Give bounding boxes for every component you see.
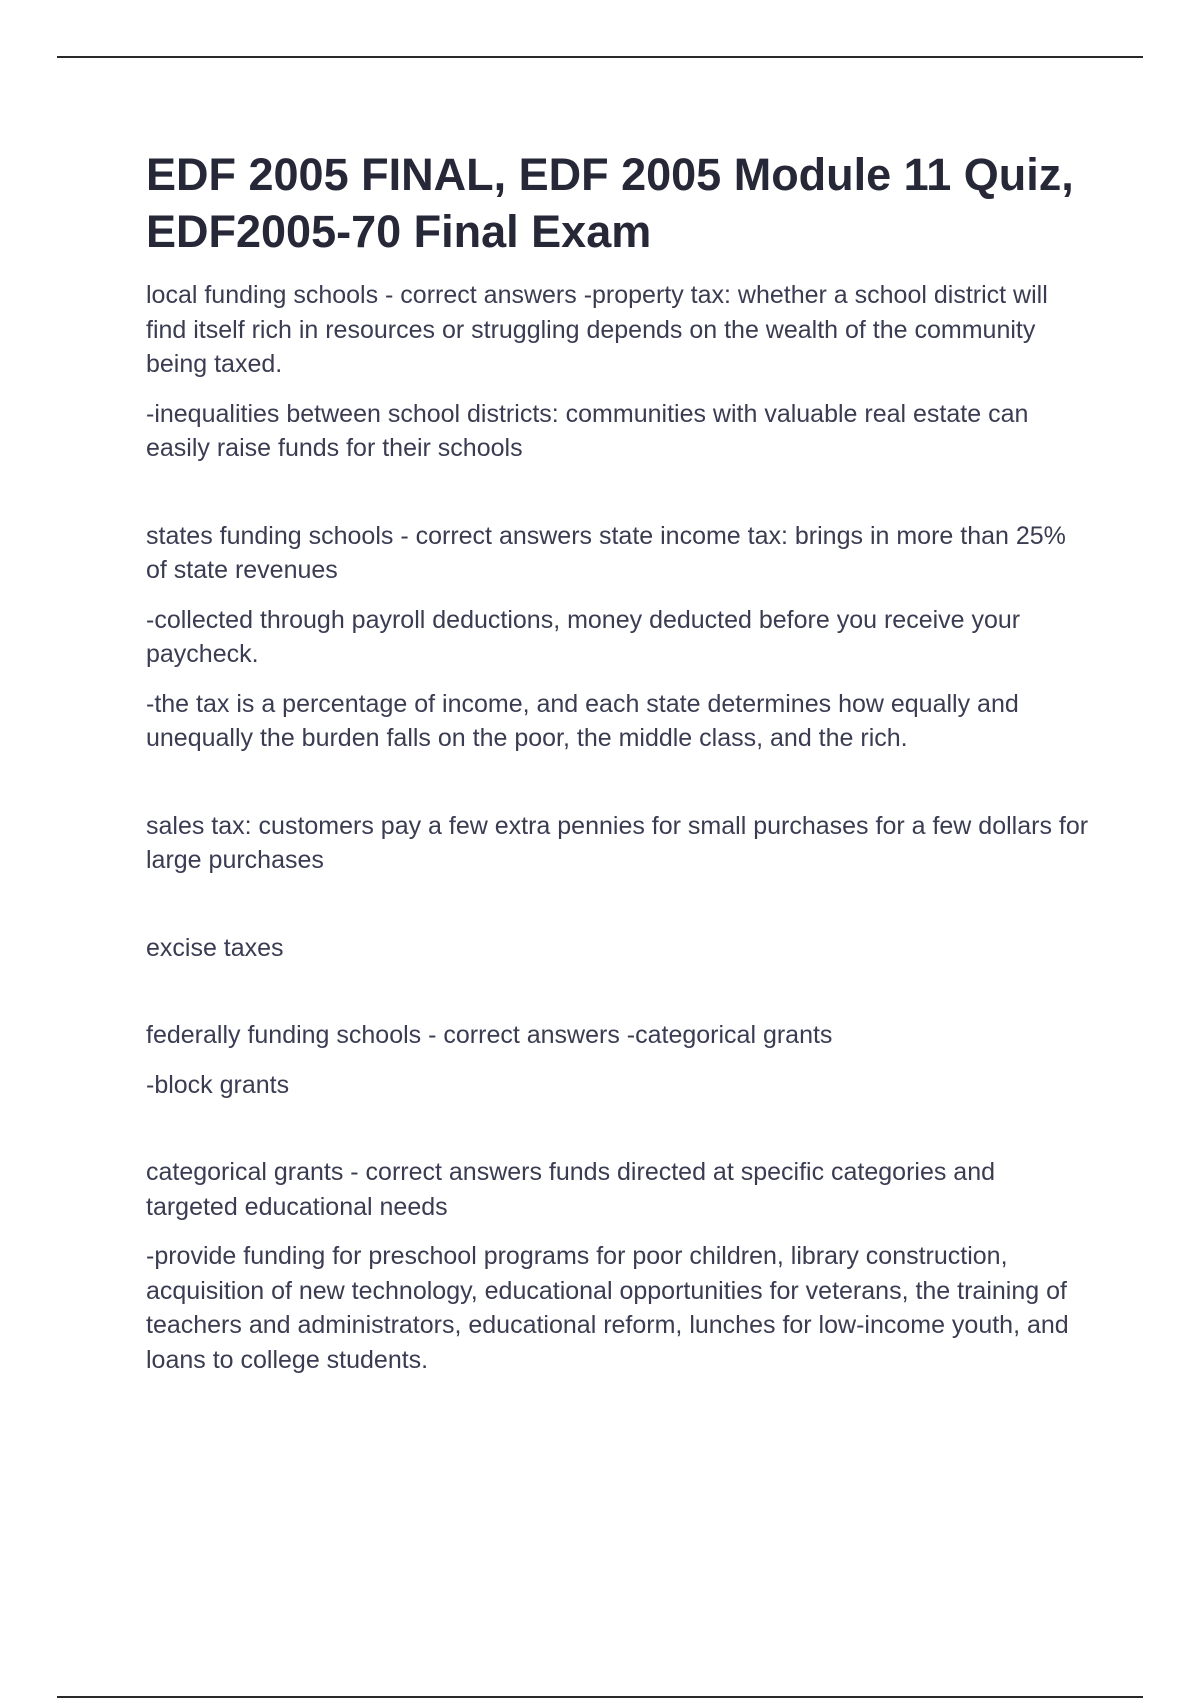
- paragraph-tax-percentage: -the tax is a percentage of income, and each state determines how equally and unequally the burden falls on the poor, the middle class, and the rich.: [146, 689, 1019, 752]
- paragraph-inequalities: -inequalities between school districts: communities with valuable real estate can easily raise funds for their schools: [146, 399, 1029, 462]
- paragraph-payroll-deductions: -collected through payroll deductions, money deducted before you receive your paycheck.: [146, 605, 1021, 668]
- document-body: [146, 146, 1091, 1392]
- paragraph-excise-taxes: excise taxes: [146, 933, 284, 962]
- paragraph-states-funding: states funding schools - correct answers state income tax: brings in more than 25% of state revenues: [146, 521, 1066, 584]
- paragraph-provide-funding: -provide funding for preschool programs for poor children, library construction, acquisition of new technology, educational opportunities for veterans, the training of teachers and administrators, educational reform, lunches for low-income youth, and loans to college students.: [146, 1242, 1069, 1374]
- paragraph-local-funding: local funding schools - correct answers -property tax: whether a school district will find itself rich in resources or struggling depends on the wealth of the community being taxed.: [146, 281, 1048, 378]
- paragraph-federally-funding: federally funding schools - correct answers -categorical grants: [146, 1021, 833, 1049]
- paragraph-categorical-grants: categorical grants - correct answers funds directed at specific categories and targeted educational needs: [146, 1158, 996, 1221]
- document-title: EDF 2005 FINAL, EDF 2005 Module 11 Quiz, EDF2005-70 Final Exam: [146, 149, 1074, 257]
- top-rule: [57, 56, 1143, 58]
- paragraph-sales-tax: sales tax: customers pay a few extra pennies for small purchases for a few dollars for large purchases: [146, 811, 1089, 874]
- bottom-rule: [57, 1696, 1143, 1698]
- paragraph-block-grants: -block grants: [146, 1070, 290, 1099]
